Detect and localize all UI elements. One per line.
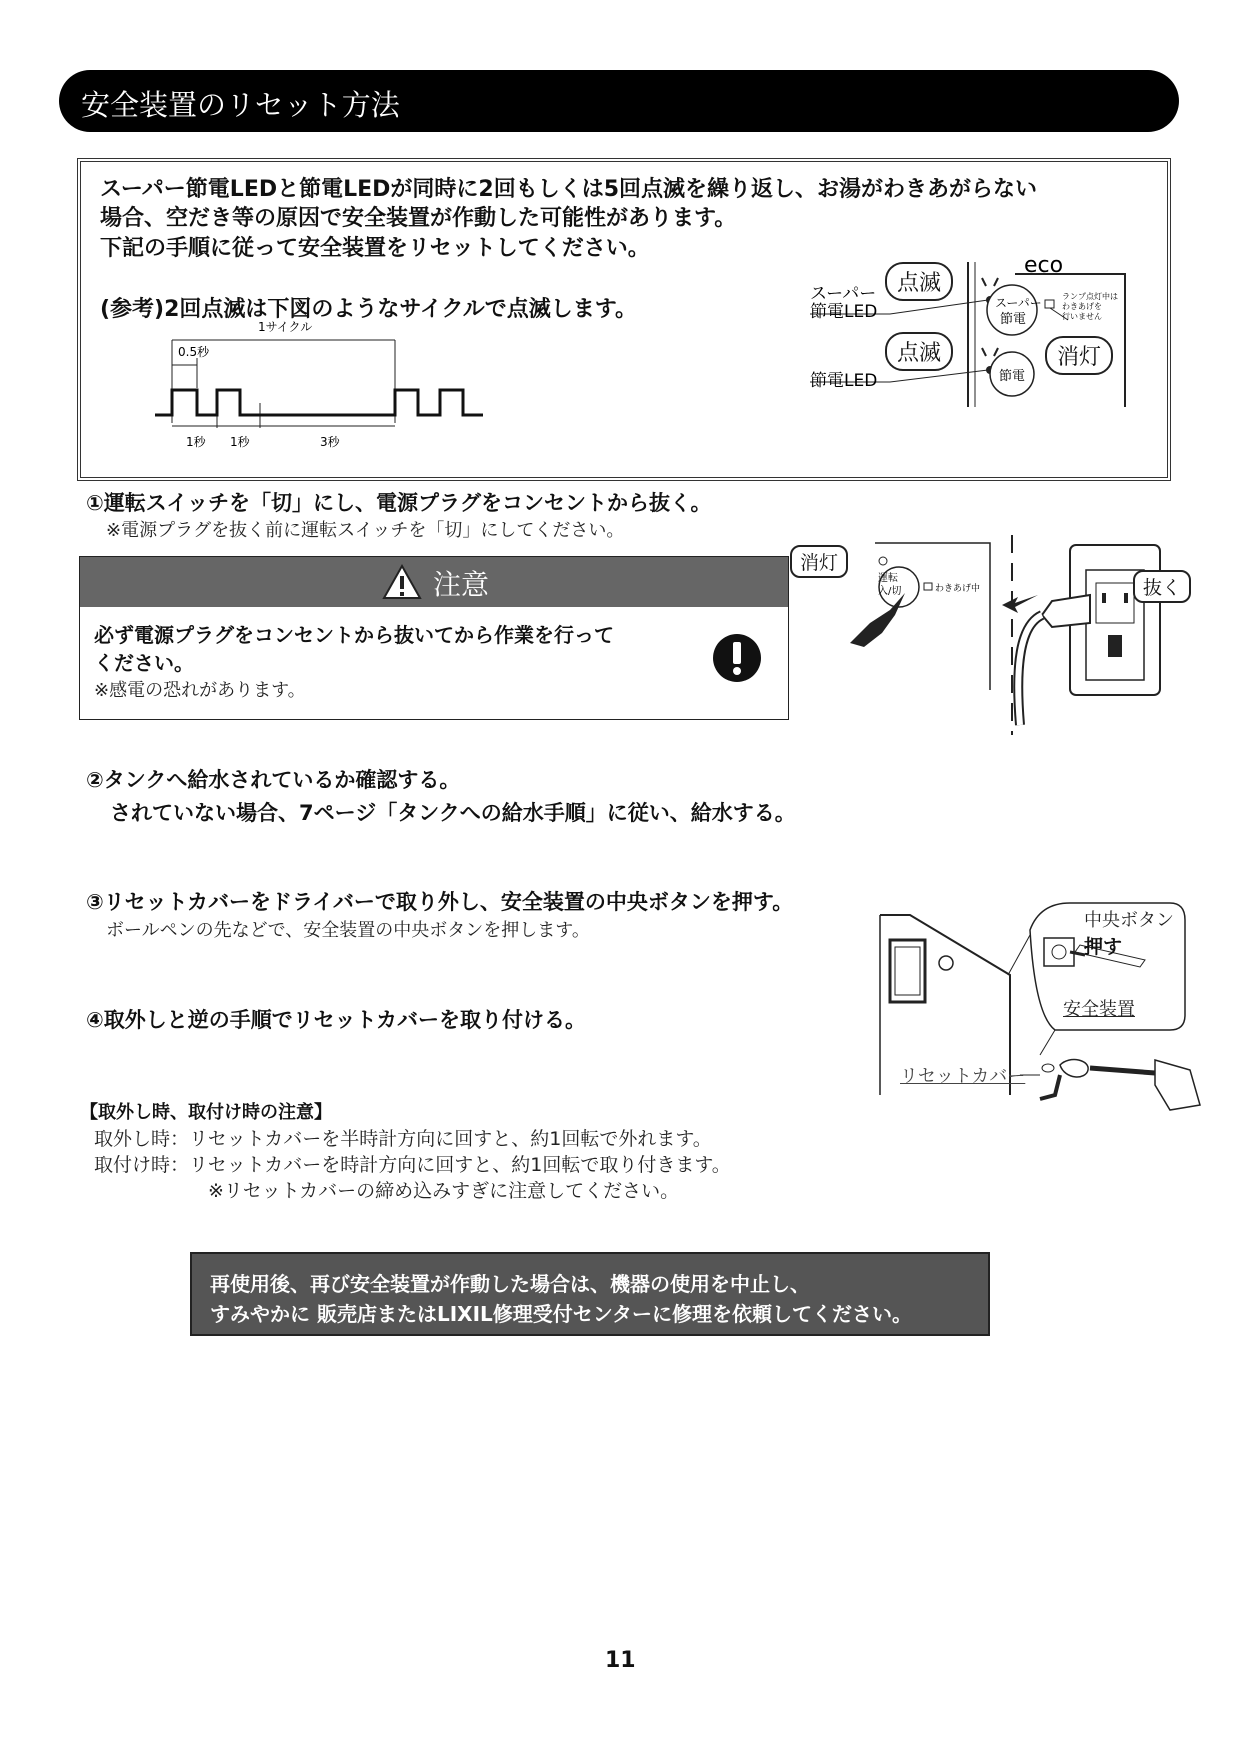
super-led-label-2: 節電LED	[810, 302, 878, 322]
interval-3-label: 3秒	[320, 435, 340, 449]
power-switch-label-2: 入/切	[878, 586, 902, 597]
warning-triangle-icon	[382, 563, 422, 601]
final-note-line-1: 再使用後、再び安全装置が作動した場合は、機器の使用を中止し、	[210, 1272, 810, 1296]
page-number: 11	[605, 1648, 636, 1673]
intro-line-1: スーパー節電LEDと節電LEDが同時に2回もしくは5回点滅を繰り返し、お湯がわきあがらない	[100, 177, 1038, 202]
step-3-title: ③リセットカバーをドライバーで取り外し、安全装置の中央ボタンを押す。	[86, 890, 794, 914]
step-2-line-2: されていない場合、7ページ「タンクへの給水手順」に従い、給水する。	[110, 801, 796, 825]
step-3-sub: ボールペンの先などで、安全装置の中央ボタンを押します。	[106, 920, 590, 941]
interval-1-label: 1秒	[186, 435, 206, 449]
boiling-label: わきあげ中	[935, 584, 981, 594]
notes-line-3: ※リセットカバーの締め込みすぎに注意してください。	[208, 1180, 680, 1202]
interval-2-label: 1秒	[230, 435, 250, 449]
center-button-label: 中央ボタン	[1084, 910, 1174, 931]
notes-line-1: 取外し時：リセットカバーを半時計方向に回すと、約1回転で外れます。	[94, 1128, 712, 1150]
caution-header-text: 注意	[433, 568, 490, 601]
super-led-label-1: スーパー	[810, 284, 877, 304]
final-note-line-2: すみやかに 販売店またはLIXIL修理受付センターに修理を依頼してください。	[210, 1302, 912, 1326]
caution-line-2: ください。	[94, 651, 194, 675]
step-1-title: ①運転スイッチを「切」にし、電源プラグをコンセントから抜く。	[86, 491, 712, 515]
cycle-label: 1サイクル	[258, 320, 313, 334]
caution-box	[79, 556, 789, 720]
section-title: 安全装置のリセット方法	[81, 88, 400, 122]
push-label: 押す	[1084, 936, 1123, 958]
half-second-label: 0.5秒	[178, 345, 210, 359]
safety-device-label: 安全装置	[1063, 999, 1135, 1020]
section-title-bar	[59, 70, 1179, 132]
led-panel-figure	[810, 252, 1140, 407]
lamp-note-2: わきあげを	[1062, 302, 1102, 311]
power-switch-label-1: 運転	[878, 573, 898, 584]
caution-header	[80, 557, 788, 607]
caution-note: ※感電の恐れがあります。	[94, 680, 306, 701]
blink-callout-2: 点滅	[885, 332, 953, 371]
reset-cover-label: リセットカバー	[900, 1066, 1026, 1087]
off-callout: 消灯	[1045, 336, 1113, 375]
eco-label: eco	[1024, 253, 1064, 278]
caution-line-1: 必ず電源プラグをコンセントから抜いてから作業を行って	[94, 623, 614, 647]
notes-line-2: 取付け時：リセットカバーを時計方向に回すと、約1回転で取り付きます。	[94, 1154, 731, 1176]
unplug-figure	[790, 535, 1200, 735]
blink-callout-1: 点滅	[885, 262, 953, 301]
super-button-label-2: 節電	[1000, 312, 1027, 327]
final-note-box	[190, 1252, 990, 1336]
step-2-line-1: ②タンクへ給水されているか確認する。	[86, 768, 461, 792]
super-button-label-1: スーパー	[995, 296, 1042, 310]
intro-line-3: 下記の手順に従って安全装置をリセットしてください。	[100, 236, 650, 261]
blink-timing-diagram	[150, 318, 490, 458]
mandatory-action-icon	[712, 633, 762, 683]
lamp-note-1: ランプ点灯中は	[1062, 292, 1118, 301]
led-label: 節電LED	[810, 371, 878, 391]
lamp-note-3: 行いません	[1062, 312, 1102, 321]
intro-line-2: 場合、空だき等の原因で安全装置が作動した可能性があります。	[100, 206, 737, 231]
save-button-label: 節電	[999, 369, 1026, 384]
notes-header: 【取外し時、取付け時の注意】	[80, 1102, 332, 1123]
unplug-label: 抜く	[1133, 570, 1191, 603]
reference-text: (参考)2回点滅は下図のようなサイクルで点滅します。	[100, 297, 638, 322]
off-label: 消灯	[790, 545, 848, 578]
step-1-sub: ※電源プラグを抜く前に運転スイッチを「切」にしてください。	[106, 520, 625, 541]
step-4-title: ④取外しと逆の手順でリセットカバーを取り付ける。	[86, 1008, 586, 1032]
